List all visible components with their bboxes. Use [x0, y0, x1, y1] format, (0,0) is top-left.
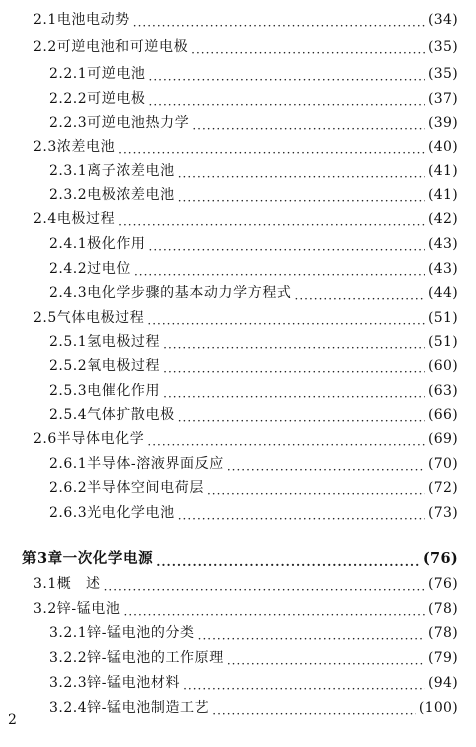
page-reference: (40)	[428, 139, 458, 155]
page-reference: (78)	[428, 625, 458, 641]
leader-dots	[104, 579, 425, 593]
leader-dots	[178, 410, 425, 424]
leader-dots	[191, 42, 425, 56]
leader-dots	[198, 628, 425, 642]
section-number: 2.4.2	[49, 261, 88, 277]
section-number: 3.2	[33, 601, 57, 617]
page-reference: (51)	[428, 310, 458, 326]
section-number: 3.1	[33, 576, 57, 592]
page-reference: (39)	[428, 115, 458, 131]
toc-entry	[0, 63, 476, 85]
section-number: 2.6.2	[49, 480, 88, 496]
toc-entry	[0, 622, 476, 644]
section-number: 3.2.2	[49, 650, 88, 666]
section-number: 2.2	[33, 39, 57, 55]
section-title: 可逆电池	[87, 66, 146, 82]
section-number: 2.6.1	[49, 456, 88, 472]
page-reference: (51)	[428, 334, 458, 350]
leader-dots	[118, 142, 425, 156]
page-reference: (37)	[428, 91, 458, 107]
section-number: 2.3.2	[49, 187, 88, 203]
page-reference: (35)	[428, 66, 458, 82]
leader-dots	[163, 386, 425, 400]
page-reference: (78)	[428, 601, 458, 617]
section-title: 氢电极过程	[87, 334, 161, 350]
toc-entry	[0, 502, 476, 524]
section-title: 半导体-溶液界面反应	[87, 456, 224, 472]
page-reference: (94)	[428, 675, 458, 691]
toc-entry	[0, 573, 476, 595]
section-title: 极化作用	[87, 236, 146, 252]
leader-dots	[134, 264, 425, 278]
leader-dots	[147, 313, 425, 327]
toc-entry	[0, 477, 476, 499]
toc-entry	[0, 184, 476, 206]
section-number: 2.5.3	[49, 383, 88, 399]
section-number: 2.5	[33, 310, 57, 326]
page-reference: (60)	[428, 358, 458, 374]
section-number: 2.2.2	[49, 91, 88, 107]
toc-entry	[0, 258, 476, 280]
section-number: 2.4	[33, 211, 57, 227]
toc-entry	[0, 282, 476, 304]
section-title: 离子浓差电池	[87, 163, 175, 179]
section-title: 过电位	[87, 261, 131, 277]
section-number: 2.4.3	[49, 285, 88, 301]
page-reference: (69)	[428, 431, 458, 447]
page-reference: (76)	[428, 576, 458, 592]
leader-dots	[178, 166, 425, 180]
toc-entry	[0, 647, 476, 669]
section-number: 3.2.4	[49, 700, 88, 716]
leader-dots	[207, 483, 425, 497]
section-title: 可逆电池热力学	[87, 115, 190, 131]
page-reference: (41)	[428, 187, 458, 203]
page-reference: (72)	[428, 480, 458, 496]
leader-dots	[227, 459, 425, 473]
section-title: 电池电动势	[56, 12, 130, 28]
leader-dots	[149, 94, 426, 108]
section-title: 锌-锰电池的分类	[87, 625, 195, 641]
section-title: 概 述	[56, 576, 101, 592]
toc-entry	[0, 307, 476, 329]
section-number: 2.5.1	[49, 334, 88, 350]
section-title: 可逆电池和可逆电极	[56, 39, 189, 55]
section-title: 浓差电池	[56, 139, 116, 155]
toc-entry	[0, 355, 476, 377]
leader-dots	[178, 508, 425, 522]
section-title: 氧电极过程	[87, 358, 161, 374]
toc-entry	[0, 404, 476, 426]
section-title: 电极过程	[56, 211, 116, 227]
toc-entry	[0, 428, 476, 450]
leader-dots	[156, 554, 420, 568]
section-number: 2.3.1	[49, 163, 88, 179]
chapter-title: 一次化学电源	[62, 550, 154, 567]
leader-dots	[227, 653, 425, 667]
toc-entry	[0, 453, 476, 475]
toc-entry	[0, 672, 476, 694]
toc-entry	[0, 598, 476, 620]
leader-dots	[147, 434, 425, 448]
page-reference: (34)	[428, 12, 458, 28]
page-reference: (43)	[428, 261, 458, 277]
section-title: 可逆电极	[87, 91, 146, 107]
chapter-number: 第3章	[22, 550, 63, 567]
leader-dots	[118, 214, 425, 228]
leader-dots	[163, 361, 425, 375]
chapter-heading	[0, 548, 476, 570]
page-reference: (35)	[428, 39, 458, 55]
leader-dots	[295, 288, 426, 302]
section-number: 3.2.3	[49, 675, 88, 691]
page-reference: (42)	[428, 211, 458, 227]
toc-entry	[0, 88, 476, 110]
section-title: 锌-锰电池	[56, 601, 121, 617]
page-reference: (100)	[418, 700, 458, 716]
section-title: 半导体电化学	[56, 431, 145, 447]
toc-entry	[0, 160, 476, 182]
section-title: 电催化作用	[87, 383, 161, 399]
toc-entry	[0, 697, 476, 719]
leader-dots	[149, 239, 426, 253]
section-number: 2.2.1	[49, 66, 88, 82]
section-title: 电极浓差电池	[87, 187, 175, 203]
page-reference: (73)	[428, 505, 458, 521]
leader-dots	[124, 604, 426, 618]
leader-dots	[163, 337, 425, 351]
section-title: 气体扩散电极	[87, 407, 175, 423]
section-number: 2.5.2	[49, 358, 88, 374]
toc-entry	[0, 136, 476, 158]
section-title: 锌-锰电池制造工艺	[87, 700, 210, 716]
section-number: 2.1	[33, 12, 57, 28]
toc-entry	[0, 233, 476, 255]
section-title: 光电化学电池	[87, 505, 175, 521]
toc-entry	[0, 208, 476, 230]
section-number: 3.2.1	[49, 625, 88, 641]
leader-dots	[133, 15, 425, 29]
section-title: 锌-锰电池的工作原理	[87, 650, 224, 666]
section-number: 2.5.4	[49, 407, 88, 423]
toc-entry	[0, 112, 476, 134]
toc-entry	[0, 9, 476, 31]
leader-dots	[149, 69, 426, 83]
page-reference: (66)	[428, 407, 458, 423]
section-number: 2.6	[33, 431, 57, 447]
page-reference: (70)	[428, 456, 458, 472]
section-title: 半导体空间电荷层	[87, 480, 204, 496]
section-number: 2.3	[33, 139, 57, 155]
section-title: 电化学步骤的基本动力学方程式	[87, 285, 292, 301]
toc-entry	[0, 36, 476, 58]
section-number: 2.2.3	[49, 115, 88, 131]
page-reference: (43)	[428, 236, 458, 252]
section-title: 锌-锰电池材料	[87, 675, 181, 691]
section-number: 2.4.1	[49, 236, 88, 252]
leader-dots	[212, 703, 416, 717]
page-number: 2	[8, 712, 17, 728]
page-reference: (79)	[428, 650, 458, 666]
section-number: 2.6.3	[49, 505, 88, 521]
page-reference: (63)	[428, 383, 458, 399]
leader-dots	[183, 678, 425, 692]
section-title: 气体电极过程	[56, 310, 145, 326]
toc-entry	[0, 380, 476, 402]
toc-entry	[0, 331, 476, 353]
page-reference: (76)	[422, 550, 458, 567]
page-reference: (44)	[428, 285, 458, 301]
page-reference: (41)	[428, 163, 458, 179]
leader-dots	[178, 190, 425, 204]
leader-dots	[192, 118, 425, 132]
